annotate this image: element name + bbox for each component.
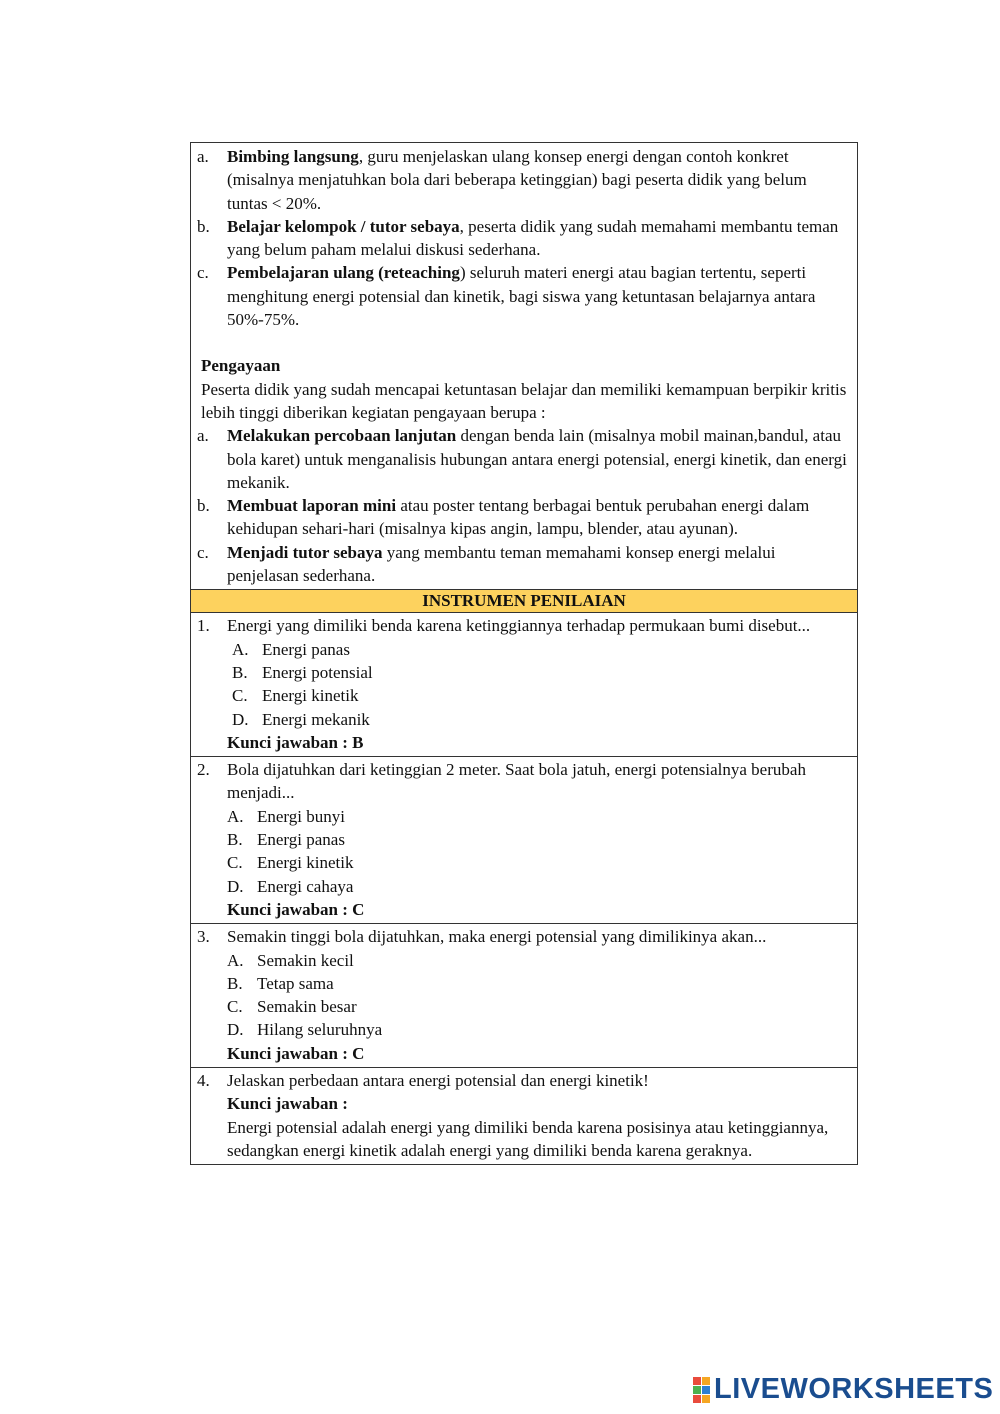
list-item: a. Bimbing langsung, guru menjelaskan ulang konsep energi dengan contoh konkret (misalnya menjatuhkan bola dari beberapa ketinggian) bagi peserta didik yang belum tuntas < 20%. — [197, 147, 807, 213]
answer-option: A. Energi bunyi — [227, 806, 345, 826]
question-2 — [191, 756, 857, 923]
logo-square — [693, 1386, 701, 1394]
lesson-table — [190, 142, 858, 1165]
liveworksheets-logo-text: LIVEWORKSHEETS — [714, 1372, 994, 1405]
answer-option: A. Energi panas — [232, 639, 350, 659]
logo-square — [702, 1377, 710, 1385]
enrichment-intro: Peserta didik yang sudah mencapai ketuntasan belajar dan memiliki kemampuan berpikir kritis lebih tinggi diberikan kegiatan pengayaan berupa : — [201, 379, 847, 422]
logo-square — [702, 1386, 710, 1394]
list-item: b. Membuat laporan mini atau poster tentang berbagai bentuk perubahan energi dalam kehidupan sehari-hari (misalnya kipas angin, lampu, blender, atau ayunan). — [197, 496, 810, 539]
answer-option: D. Energi mekanik — [232, 709, 370, 729]
question-number: 3. — [197, 927, 210, 947]
answer-option: B. Energi potensial — [232, 662, 373, 682]
answer-option: B. Energi panas — [227, 830, 345, 850]
question-text: Semakin tinggi bola dijatuhkan, maka energi potensial yang dimilikinya akan... — [227, 927, 767, 947]
question-number: 2. — [197, 760, 210, 780]
answer-option: C. Energi kinetik — [227, 853, 354, 873]
question-1 — [191, 612, 857, 756]
question-number: 4. — [197, 1070, 210, 1090]
answer-key: Kunci jawaban : C — [227, 899, 365, 919]
question-text: Jelaskan perbedaan antara energi potensial dan energi kinetik! — [227, 1070, 649, 1090]
question-number: 1. — [197, 616, 210, 636]
answer-option: D. Hilang seluruhnya — [227, 1020, 383, 1040]
answer-option: C. Energi kinetik — [232, 686, 359, 706]
question-text: Energi yang dimiliki benda karena ketinggiannya terhadap permukaan bumi disebut... — [227, 616, 811, 636]
answer-option: C. Semakin besar — [227, 997, 357, 1017]
list-item: b. Belajar kelompok / tutor sebaya, peserta didik yang sudah memahami membantu teman yang belum paham melalui diskusi sederhana. — [197, 216, 839, 260]
list-item: a. Melakukan percobaan lanjutan dengan benda lain (misalnya mobil mainan,bandul, atau bola karet) untuk menganalisis hubungan antara energi potensial, energi kinetik, dan energi mekanik. — [197, 426, 847, 492]
logo-square — [693, 1395, 701, 1403]
logo-square — [702, 1395, 710, 1403]
question-4 — [191, 1067, 857, 1164]
question-3 — [191, 923, 857, 1067]
liveworksheets-logo-icon — [693, 1375, 711, 1403]
answer-text: Energi potensial adalah energi yang dimiliki benda karena posisinya atau ketinggiannya, sedangkan energi kinetik adalah energi yang dimiliki benda karena geraknya. — [227, 1117, 829, 1160]
answer-key: Kunci jawaban : B — [227, 732, 364, 752]
answer-key: Kunci jawaban : — [227, 1094, 348, 1114]
logo-square — [693, 1377, 701, 1385]
remedial-section — [191, 143, 857, 589]
question-text: Bola dijatuhkan dari ketinggian 2 meter. Saat bola jatuh, energi potensialnya berubah menjadi... — [227, 760, 806, 803]
answer-option: D. Energi cahaya — [227, 876, 354, 896]
enrichment-heading: Pengayaan — [201, 356, 281, 376]
list-item: c. Menjadi tutor sebaya yang membantu teman memahami konsep energi melalui penjelasan sederhana. — [197, 542, 776, 586]
answer-key: Kunci jawaban : C — [227, 1043, 365, 1063]
answer-option: A. Semakin kecil — [227, 950, 354, 970]
list-item: c. Pembelajaran ulang (reteaching) seluruh materi energi atau bagian tertentu, seperti menghitung energi potensial dan kinetik, bagi siswa yang ketuntasan belajarnya antara 50%-75%. — [197, 263, 816, 330]
answer-option: B. Tetap sama — [227, 973, 334, 993]
assessment-title: INSTRUMEN PENILAIAN — [191, 589, 857, 612]
liveworksheets-logo — [693, 1372, 993, 1406]
